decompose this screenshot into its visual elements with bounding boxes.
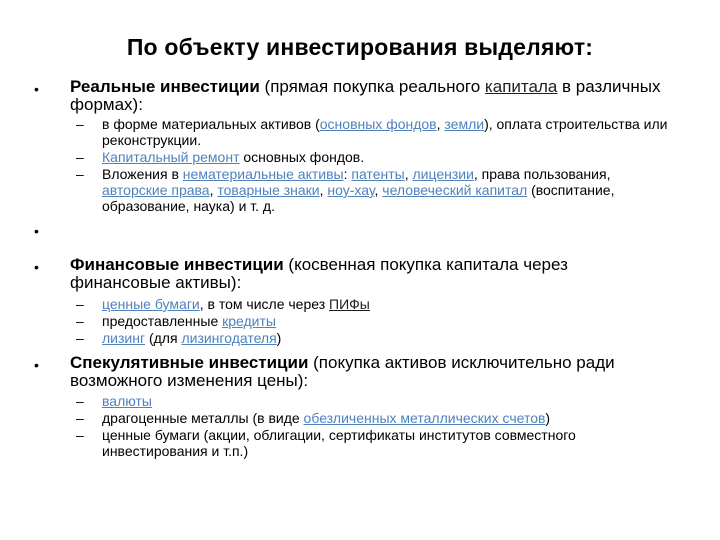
bullet-icon: • — [34, 223, 39, 239]
sub-item — [76, 166, 676, 214]
dash-icon: – — [76, 393, 84, 409]
sub-item — [76, 116, 676, 148]
sub-item — [76, 410, 676, 426]
dash-icon: – — [76, 149, 84, 165]
dash-icon: – — [76, 427, 84, 443]
link-zemlya[interactable]: земли — [444, 116, 485, 132]
bullet-icon: • — [34, 357, 39, 373]
sub-text: ) — [545, 410, 551, 426]
link-nematerialnye-aktivy[interactable]: нематериальные активы — [182, 166, 344, 182]
link-patenty[interactable]: патенты — [351, 166, 405, 182]
sub-item — [76, 313, 676, 329]
sub-item — [76, 296, 676, 312]
real-desc-a: (прямая покупка реального — [259, 77, 485, 96]
speculative-investments-text — [70, 354, 670, 390]
link-avtorskie-prava[interactable]: авторские права — [102, 182, 210, 198]
sub-item — [76, 330, 676, 346]
bullet-icon: • — [34, 81, 39, 97]
financial-investments-text — [70, 256, 670, 292]
link-tovarnye-znaki[interactable]: товарные знаки — [217, 182, 320, 198]
link-osnovnye-fondy[interactable]: основных фондов — [319, 116, 437, 132]
real-desc-b: в различных формах): — [70, 77, 661, 114]
link-valyuty[interactable]: валюты — [102, 393, 152, 409]
sub-text: ) — [276, 330, 282, 346]
sub-text: в форме материальных активов ( — [102, 116, 320, 132]
sub-text: (для — [145, 330, 182, 346]
sub-text: : — [343, 166, 352, 182]
sub-text: , — [319, 182, 328, 198]
dash-icon: – — [76, 313, 84, 329]
link-pify[interactable]: ПИФы — [329, 296, 370, 312]
dash-icon: – — [76, 166, 84, 182]
speculative-investments-subitems — [76, 393, 676, 460]
sub-text: , права пользования, — [473, 166, 611, 182]
sub-text: , в том числе через — [199, 296, 330, 312]
link-lizingodatel[interactable]: лизингодателя — [181, 330, 277, 346]
dash-icon: – — [76, 116, 84, 132]
sub-text: предоставленные — [102, 313, 223, 329]
speculative-investments-term: Спекулятивные инвестиции — [70, 353, 309, 372]
sub-text: , — [436, 116, 445, 132]
link-kapitalny-remont[interactable]: Капитальный ремонт — [102, 149, 240, 165]
sub-text: ценные бумаги (акции, облигации, сертификаты институтов совместного инвестирования и т.п.) — [102, 427, 576, 459]
link-lizing[interactable]: лизинг — [102, 330, 146, 346]
sub-text: Вложения в — [102, 166, 183, 182]
real-investments-text — [70, 78, 670, 114]
sub-text: (воспитание, образование, наука) и т. д. — [102, 182, 615, 214]
real-investments-subitems — [76, 116, 676, 215]
link-kapital[interactable]: капитала — [484, 77, 558, 96]
speculative-desc: (покупка активов исключительно ради возможного изменения цены): — [70, 353, 615, 390]
financial-desc: (косвенная покупка капитала через финансовые активы): — [70, 255, 568, 292]
sub-text: ), оплата строительства или реконструкции. — [102, 116, 668, 148]
link-chelovecheskiy-kapital[interactable]: человеческий капитал — [382, 182, 528, 198]
real-investments-term: Реальные инвестиции — [70, 77, 260, 96]
financial-investments-term: Финансовые инвестиции — [70, 255, 284, 274]
dash-icon: – — [76, 330, 84, 346]
sub-text: основных фондов. — [239, 149, 365, 165]
slide-title: По объекту инвестирования выделяют: — [126, 34, 594, 60]
sub-item — [76, 393, 676, 409]
dash-icon: – — [76, 296, 84, 312]
sub-text: , — [209, 182, 218, 198]
sub-text: драгоценные металлы (в виде — [102, 410, 304, 426]
link-obezlichennye-scheta[interactable]: обезличенных металлических счетов — [303, 410, 546, 426]
sub-item — [76, 149, 676, 165]
sub-text: , — [404, 166, 413, 182]
bullet-icon: • — [34, 259, 39, 275]
financial-investments-subitems — [76, 296, 676, 347]
link-licenzii[interactable]: лицензии — [412, 166, 474, 182]
sub-text: , — [374, 182, 383, 198]
link-kredity[interactable]: кредиты — [222, 313, 276, 329]
link-cennye-bumagi[interactable]: ценные бумаги — [102, 296, 200, 312]
link-nou-hau[interactable]: ноу-хау — [327, 182, 375, 198]
dash-icon: – — [76, 410, 84, 426]
sub-item — [76, 427, 676, 459]
